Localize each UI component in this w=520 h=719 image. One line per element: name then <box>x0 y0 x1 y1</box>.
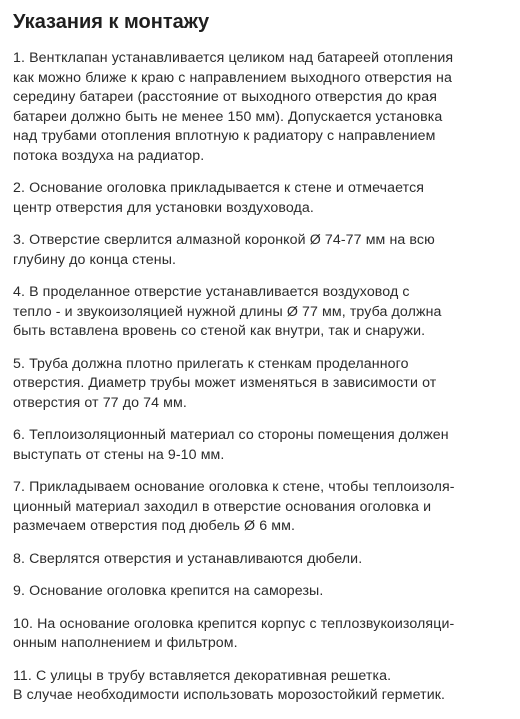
instruction-item-1: 1. Вентклапан устанавливается целиком над батареей отопления как можно ближе к краю с направлением выходного отверстия на середину батареи (расстояние от выходного отверстия до края батареи должно быть не менее 150 мм). Допускается установка над трубами отопления вплотную к радиатору с направлением потока воздуха на радиатор. <box>13 50 454 164</box>
instruction-item-9: 9. Основание оголовка крепится на саморезы. <box>13 583 324 599</box>
instruction-item-2: 2. Основание оголовка прикладывается к стене и отмечается центр отверстия для установки воздуховода. <box>13 180 425 216</box>
instruction-item-8: 8. Сверлятся отверстия и устанавливаются дюбели. <box>13 550 363 567</box>
instruction-item-7: 7. Прикладываем основание оголовка к стене, чтобы теплоизоля- ционный материал заходил в отверстие основания оголовка и размечаем отверстия под дюбель Ø 6 мм. <box>13 479 455 534</box>
instruction-item-4: 4. В проделанное отверстие устанавливается воздуховод с тепло - и звукоизоляцией нужной длины Ø 77 мм, труба должна быть вставлена вровень со стеной как внутри, так и снаружи. <box>13 284 442 339</box>
instruction-item-10: 10. На основание оголовка крепится корпус с теплозвукоизоляци- онным наполнением и фильтром. <box>13 615 455 651</box>
page-title: Указания к монтажу <box>13 11 210 33</box>
instruction-item-6: 6. Теплоизоляционный материал со стороны помещения должен выступать от стены на 9-10 мм. <box>13 427 449 463</box>
instructions-page <box>13 10 513 719</box>
instruction-item-3: 3. Отверстие сверлится алмазной коронкой Ø 74-77 мм на всю глубину до конца стены. <box>13 232 435 268</box>
instruction-item-5: 5. Труба должна плотно прилегать к стенкам проделанного отверстия. Диаметр трубы может изменяться в зависимости от отверстия от 77 до 74 мм. <box>13 355 437 411</box>
instruction-item-11: 11. С улицы в трубу вставляется декоративная решетка. В случае необходимости использовать морозостойкий герметик. <box>13 667 446 703</box>
